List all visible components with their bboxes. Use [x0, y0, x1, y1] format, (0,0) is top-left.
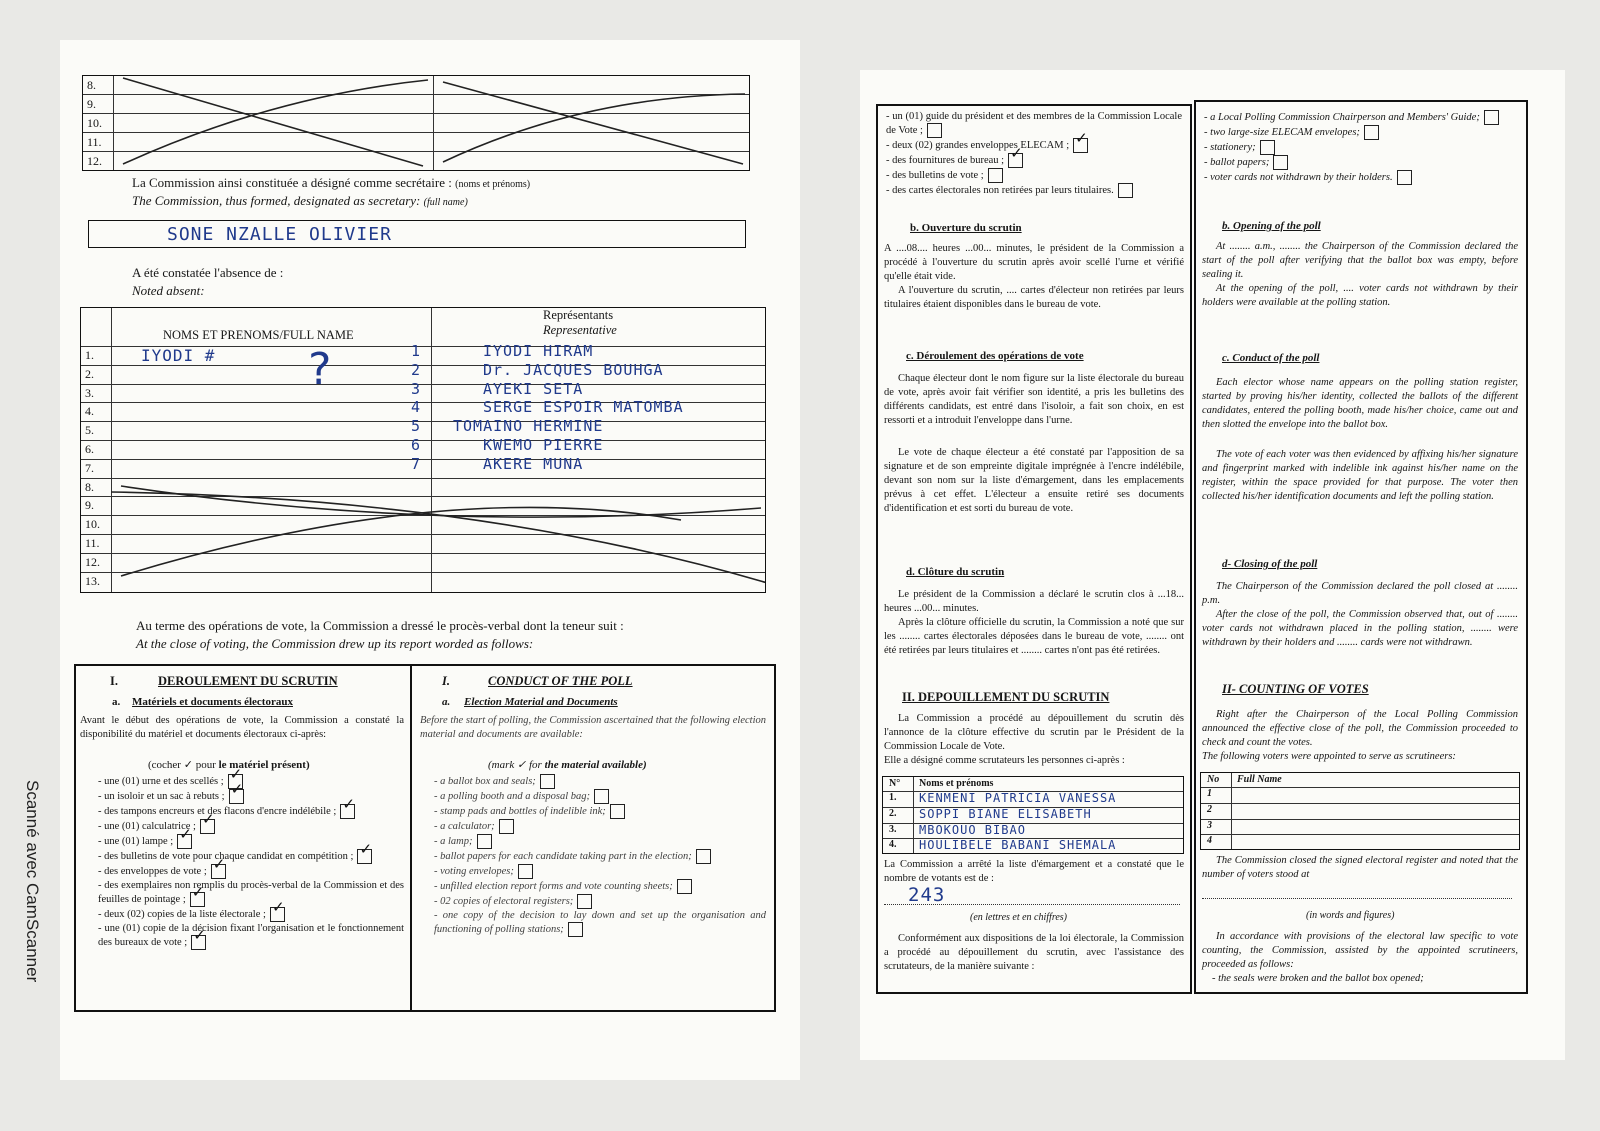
- absent-col2-header-en: Representative: [543, 323, 617, 337]
- section-en-title: CONDUCT OF THE POLL: [488, 674, 633, 688]
- absent-row-label: 2.: [85, 366, 94, 381]
- fr-c-p1: Chaque électeur dont le nom figure sur la liste électorale du bureau de vote, après avoir fait vérifier son identité, a pris les bulletins des différents candidats, est entré dans l'isoloir, a fait son choix, en est ressorti et a introduit l'enveloppe dans l'urne.: [884, 373, 1184, 426]
- closing-text-fr: Au terme des opérations de vote, la Commission a dressé le procès-verbal dont la teneur suit :: [136, 618, 624, 633]
- section-fr-sub-letter: a.: [112, 696, 121, 708]
- fr-d-p2: Après la clôture officielle du scrutin, la Commission a noté que sur les ........ cartes électorales déposées dans le bureau de vote, ........ ont été retirées par leurs titulaires et ........ cartes n'ont pas été retirées.: [884, 617, 1184, 656]
- fr-d-body: [884, 588, 1184, 658]
- material-item: [98, 834, 404, 849]
- material-item-label: - voting envelopes;: [434, 865, 514, 877]
- secretary-name: SONE NZALLE OLIVIER: [167, 224, 392, 245]
- material-item-label: - des enveloppes de vote ;: [98, 865, 207, 877]
- material-checkbox[interactable]: [1364, 125, 1379, 140]
- material-item-label: - deux (02) grandes enveloppes ELECAM ;: [886, 140, 1070, 152]
- en-scrut-header-name: Full Name: [1237, 774, 1282, 785]
- representative-name: SERGE ESPOIR MATOMBA: [483, 398, 684, 417]
- representative-name: TOMAINO HERMINE: [453, 417, 604, 436]
- material-item: [1204, 140, 1516, 155]
- material-checkbox[interactable]: [211, 864, 226, 879]
- material-checkbox[interactable]: [200, 819, 215, 834]
- en-scrut-row-label: 3: [1207, 820, 1212, 831]
- en-b-title: b. Opening of the poll: [1222, 220, 1321, 232]
- absent-label-fr: A été constatée l'absence de :: [132, 265, 284, 280]
- section-fr-intro: Avant le début des opérations de vote, la Commission a constaté la disponibilité du matériel et documents électoraux ci-après:: [80, 715, 404, 740]
- section-fr-title: DEROULEMENT DU SCRUTIN: [158, 674, 338, 688]
- rep-number: 2: [411, 360, 422, 379]
- material-item: [434, 849, 766, 864]
- voters-number: 243: [908, 884, 946, 906]
- en-ii-p1: Right after the Chairperson of the Local Polling Commission announced the effective close of the poll, the Commission proceeded to check and count the votes.: [1202, 709, 1518, 748]
- material-checkbox[interactable]: [540, 774, 555, 789]
- material-item: [1204, 170, 1516, 185]
- material-item: [98, 819, 404, 834]
- crossout-strokes: [83, 76, 749, 170]
- representative-name: AYEKI SETA: [483, 379, 584, 398]
- material-item: [434, 789, 766, 804]
- en-b-p2: At the opening of the poll, .... voter cards not withdrawn by their holders were available at the polling station.: [1202, 283, 1518, 308]
- absent-row-label: 11.: [85, 536, 100, 550]
- en-d-p1: The Chairperson of the Commission declared the poll closed at ........ p.m.: [1202, 581, 1518, 606]
- absent-row-label: 12.: [85, 554, 100, 569]
- en-ii-p5: - the seals were broken and the ballot box opened;: [1212, 973, 1424, 984]
- fr-ii-p1: La Commission a procédé au dépouillement du scrutin dès l'annonce de la clôture effective du scrutin par le Président de la Commission Locale de Vote.: [884, 713, 1184, 752]
- fr-materials-list: [886, 110, 1182, 198]
- section-fr-box: [74, 664, 412, 1012]
- absent-name-1: IYODI #: [141, 346, 216, 365]
- en-scrut-row-label: 1: [1207, 788, 1212, 799]
- words-figures-en: (in words and figures): [1306, 910, 1395, 921]
- material-item: [434, 909, 766, 937]
- material-item: [434, 774, 766, 789]
- material-item: [434, 834, 766, 849]
- rep-number: 7: [411, 454, 422, 473]
- material-item-label: - des exemplaires non remplis du procès-verbal de la Commission et des feuilles de pointage ;: [98, 880, 404, 906]
- material-item-label: - two large-size ELECAM envelopes;: [1204, 126, 1360, 138]
- material-checkbox[interactable]: [1073, 138, 1088, 153]
- absent-row-label: 13.: [85, 573, 100, 588]
- en-c-title: c. Conduct of the poll: [1222, 352, 1320, 364]
- row-label: 8.: [87, 78, 96, 92]
- section-en-note: (mark ✓ for the material available): [488, 759, 647, 771]
- material-item: [434, 819, 766, 834]
- material-checkbox[interactable]: [1397, 170, 1412, 185]
- top-members-table: [82, 75, 750, 171]
- left-page: [60, 40, 800, 1080]
- fr-ii-p4: Conformément aux dispositions de la loi électorale, la Commission a procédé au dépouillement du scrutin, avec l'assistance des scrutateurs, de la manière suivante :: [884, 933, 1184, 972]
- scrut-row-label: 3.: [889, 824, 897, 835]
- words-figures-fr: (en lettres et en chiffres): [970, 912, 1068, 923]
- material-checkbox[interactable]: [677, 879, 692, 894]
- material-checkbox[interactable]: [696, 849, 711, 864]
- scrut-header-name: Noms et prénoms: [919, 778, 994, 789]
- material-item-label: - des bulletins de vote ;: [886, 170, 984, 182]
- en-ii-title: II- COUNTING OF VOTES: [1222, 682, 1369, 696]
- material-checkbox[interactable]: [191, 935, 206, 950]
- material-checkbox[interactable]: [357, 849, 372, 864]
- absent-crossout-strokes: [81, 308, 765, 592]
- section-fr-note: (cocher ✓ pour le matériel présent): [148, 759, 310, 771]
- material-item-label: - ballot papers;: [1204, 156, 1270, 168]
- fr-c-p2: Le vote de chaque électeur a été constaté par l'apposition de sa signature et de son empreinte digitale imprégnée à l'encre indélébile, devant son nom sur la liste d'émargement, dans les emplacements prévus à cet effet. L'électeur a ensuite retiré ses documents d'identification et est sorti du bureau de vote.: [884, 447, 1184, 514]
- material-item: [98, 864, 404, 879]
- en-ii-p2: The following voters were appointed to serve as scrutineers:: [1202, 751, 1456, 762]
- material-checkbox[interactable]: [1260, 140, 1275, 155]
- section-en-intro: Before the start of polling, the Commission ascertained that the following election material and documents are available:: [420, 715, 766, 740]
- fr-b-title: b. Ouverture du scrutin: [910, 222, 1022, 234]
- material-item: [98, 907, 404, 922]
- material-checkbox[interactable]: [568, 922, 583, 937]
- fr-b-p2: A l'ouverture du scrutin, .... cartes d'électeur non retirées par leurs titulaires étaient disponibles dans le bureau de vote.: [884, 285, 1184, 310]
- section-en-box: [410, 664, 776, 1012]
- material-item-label: - a lamp;: [434, 835, 473, 847]
- material-item-label: - a Local Polling Commission Chairperson and Members' Guide;: [1204, 111, 1480, 123]
- scrut-row-label: 2.: [889, 808, 897, 819]
- material-checkbox[interactable]: [1273, 155, 1288, 170]
- en-d-p2: After the close of the poll, the Commission observed that, out of ........ voter cards not withdrawn placed in the polling station, ........ were withdrawn by their holders and ........ cards were not withdrawn.: [1202, 609, 1518, 648]
- material-item-label: - des tampons encreurs et des flacons d'encre indélébile ;: [98, 805, 337, 817]
- material-checkbox[interactable]: [577, 894, 592, 909]
- fr-ii-p2: Elle a désigné comme scrutateurs les personnes ci-après :: [884, 755, 1125, 766]
- material-item-label: - une (01) calculatrice ;: [98, 820, 196, 832]
- rep-number: 4: [411, 398, 422, 417]
- material-item: [886, 183, 1182, 198]
- en-c-p1: Each elector whose name appears on the polling station register, started by proving his/her identity, collected the ballots of the different candidates, entered the polling booth, made his/her choice, came out and then slotted the envelope into the ballot box.: [1202, 377, 1518, 430]
- absent-row-label: 7.: [85, 460, 94, 475]
- absent-row-label: 4.: [85, 404, 94, 419]
- material-checkbox[interactable]: [1118, 183, 1133, 198]
- scrutineer-name: KENMENI PATRICIA VANESSA: [919, 791, 1117, 805]
- section-en-num: I.: [442, 674, 450, 688]
- material-item-label: - une (01) urne et des scellés ;: [98, 775, 224, 787]
- row-label: 11.: [87, 135, 102, 149]
- section-fr-items: [98, 774, 404, 950]
- material-item: [434, 864, 766, 879]
- material-item: [434, 894, 766, 909]
- material-item: [886, 153, 1182, 168]
- scrutineers-table-fr: [882, 776, 1184, 854]
- fr-c-body: [884, 372, 1184, 516]
- representative-name: Dr. JACQUES BOUHGA: [483, 360, 664, 379]
- en-c-body: [1202, 376, 1518, 504]
- scrutineer-name: HOULIBELE BABANI SHEMALA: [919, 838, 1117, 852]
- material-item: [886, 110, 1182, 138]
- material-checkbox[interactable]: [927, 123, 942, 138]
- secretary-label-en: The Commission, thus formed, designated as secretary: (full name): [132, 193, 468, 208]
- material-item-label: - des fournitures de bureau ;: [886, 155, 1005, 167]
- scanner-stamp: Scanné avec CamScanner: [23, 780, 42, 983]
- material-checkbox[interactable]: [190, 892, 205, 907]
- absent-row-label: 9.: [85, 498, 94, 513]
- absent-col1-header: NOMS ET PRENOMS/FULL NAME: [163, 328, 354, 342]
- section-en-sub: Election Material and Documents: [464, 696, 618, 708]
- absent-row-label: 5.: [85, 423, 94, 438]
- representative-name: IYODI HIRAM: [483, 342, 594, 360]
- material-item-label: - une (01) copie de la décision fixant l'organisation et le fonctionnement des bureaux de vote ;: [98, 923, 404, 949]
- material-item-label: - stamp pads and bottles of indelible ink;: [434, 805, 606, 817]
- absent-row-label: 8.: [85, 479, 94, 494]
- secretary-label-fr: La Commission ainsi constituée a désigné comme secrétaire : (noms et prénoms): [132, 175, 531, 190]
- closing-text-en: At the close of voting, the Commission drew up its report worded as follows:: [136, 636, 534, 651]
- material-item: [434, 804, 766, 819]
- scrut-row-label: 1.: [889, 792, 897, 803]
- en-scrut-row-label: 4: [1207, 835, 1212, 846]
- scrutineer-name: MBOKOUO BIBAO: [919, 823, 1026, 837]
- representative-name: KWEMO PIERRE: [483, 436, 604, 454]
- absent-row-label: 10.: [85, 517, 100, 532]
- fr-d-p1: Le président de la Commission a déclaré le scrutin clos à ...18... heures ...00... minutes.: [884, 589, 1184, 614]
- en-d-title: d- Closing of the poll: [1222, 558, 1318, 570]
- rep-number: 6: [411, 436, 422, 454]
- rep-number: 3: [411, 379, 422, 398]
- section-fr-num: I.: [110, 674, 118, 688]
- material-item: [98, 774, 404, 789]
- row-label: 12.: [87, 154, 102, 168]
- material-checkbox[interactable]: [1484, 110, 1499, 125]
- scrut-header-no: N°: [889, 778, 901, 789]
- material-item-label: - a polling booth and a disposal bag;: [434, 790, 591, 802]
- en-scrut-header-no: No: [1207, 774, 1220, 785]
- absent-row-label: 1.: [85, 348, 94, 362]
- absent-col2-header-fr: Représentants: [543, 308, 614, 322]
- material-item-label: - a calculator;: [434, 820, 495, 832]
- material-item-label: - ballot papers for each candidate taking part in the election;: [434, 850, 692, 862]
- material-item: [98, 922, 404, 950]
- en-b-body: [1202, 240, 1518, 310]
- fr-c-title: c. Déroulement des opérations de vote: [906, 350, 1084, 362]
- fr-ii-body: [884, 712, 1184, 768]
- scrut-row-label: 4.: [889, 839, 897, 850]
- right-page: [860, 70, 1565, 1060]
- material-checkbox[interactable]: [229, 789, 244, 804]
- absent-row-label: 6.: [85, 442, 94, 456]
- material-checkbox[interactable]: [270, 907, 285, 922]
- material-item-label: - deux (02) copies de la liste électorale ;: [98, 909, 266, 921]
- section-en-items: [434, 774, 766, 937]
- en-d-body: [1202, 580, 1518, 650]
- scrutineers-table-en: [1200, 772, 1520, 850]
- material-item-label: - unfilled election report forms and vote counting sheets;: [434, 880, 673, 892]
- material-item-label: - un (01) guide du président et des membres de la Commission Locale de Vote ;: [886, 111, 1182, 137]
- absent-label-en: Noted absent:: [132, 283, 205, 298]
- en-ii-body: [1202, 708, 1518, 764]
- rep-number: 1: [411, 342, 422, 360]
- fr-b-body: [884, 242, 1184, 312]
- row-label: 10.: [87, 116, 102, 130]
- material-item-label: - un isoloir et un sac à rebuts ;: [98, 790, 225, 802]
- section-fr-sub: Matériels et documents électoraux: [132, 696, 293, 708]
- question-mark: ?: [306, 344, 334, 395]
- en-ii-tail: [1202, 930, 1518, 986]
- material-item: [886, 138, 1182, 153]
- right-en-column: [1194, 100, 1528, 994]
- material-item: [434, 879, 766, 894]
- material-item-label: - des cartes électorales non retirées par leurs titulaires.: [886, 185, 1114, 197]
- fr-ii-p3: La Commission a arrêté la liste d'émargement et a constaté que le nombre de votants est de :: [884, 859, 1184, 884]
- material-checkbox[interactable]: [340, 804, 355, 819]
- material-item-label: - 02 copies of electoral registers;: [434, 895, 574, 907]
- material-item: [886, 168, 1182, 183]
- en-materials-list: [1204, 110, 1516, 185]
- fr-ii-title: II. DEPOUILLEMENT DU SCRUTIN: [902, 690, 1110, 704]
- material-item: [98, 879, 404, 907]
- material-item-label: - one copy of the decision to lay down and set up the organisation and functioning of polling stations;: [434, 910, 766, 936]
- en-c-p2: The vote of each voter was then evidenced by affixing his/her signature and fingerprint marked with indelible ink against his/her name on the register, within the space provided for that purpose. The voter then collected his/her identification documents and left the polling station.: [1202, 449, 1518, 502]
- material-item: [1204, 125, 1516, 140]
- rep-number: 5: [411, 417, 422, 436]
- absent-table: [80, 307, 766, 593]
- material-checkbox[interactable]: [518, 864, 533, 879]
- material-item: [98, 804, 404, 819]
- absent-row-label: 3.: [85, 385, 94, 400]
- fr-b-p1: A ....08.... heures ...00... minutes, le président de la Commission a procédé à l'ouverture du scrutin après avoir scellé l'urne et vérifié qu'elle était vide.: [884, 243, 1184, 282]
- material-checkbox[interactable]: [1008, 153, 1023, 168]
- representative-name: AKERE MUNA: [483, 454, 584, 473]
- material-checkbox[interactable]: [988, 168, 1003, 183]
- right-fr-column: [876, 104, 1192, 994]
- row-label: 9.: [87, 97, 96, 111]
- en-b-p1: At ........ a.m., ........ the Chairperson of the Commission declared the start of the poll after verifying that the ballot box was empty, before sealing it.: [1202, 241, 1518, 280]
- material-checkbox[interactable]: [477, 834, 492, 849]
- material-checkbox[interactable]: [177, 834, 192, 849]
- secretary-name-box: [88, 220, 746, 248]
- scrutineer-name: SOPPI BIANE ELISABETH: [919, 807, 1092, 821]
- material-checkbox[interactable]: [499, 819, 514, 834]
- material-item-label: - a ballot box and seals;: [434, 775, 536, 787]
- material-item: [98, 789, 404, 804]
- material-item: [98, 849, 404, 864]
- material-item-label: - voter cards not withdrawn by their holders.: [1204, 171, 1393, 183]
- material-item: [1204, 110, 1516, 125]
- material-checkbox[interactable]: [610, 804, 625, 819]
- en-scrut-row-label: 2: [1207, 804, 1212, 815]
- material-checkbox[interactable]: [594, 789, 609, 804]
- en-ii-p4: In accordance with provisions of the electoral law specific to vote counting, the Commission, assisted by the appointed scrutineers, proceeded as follows:: [1202, 931, 1518, 970]
- en-ii-p3: The Commission closed the signed electoral register and noted that the number of voters stood at: [1202, 855, 1518, 880]
- material-item-label: - des bulletins de vote pour chaque candidat en compétition ;: [98, 850, 354, 862]
- material-item-label: - une (01) lampe ;: [98, 835, 174, 847]
- fr-d-title: d. Clôture du scrutin: [906, 566, 1005, 578]
- material-item: [1204, 155, 1516, 170]
- section-en-sub-letter: a.: [442, 696, 451, 708]
- material-item-label: - stationery;: [1204, 141, 1256, 153]
